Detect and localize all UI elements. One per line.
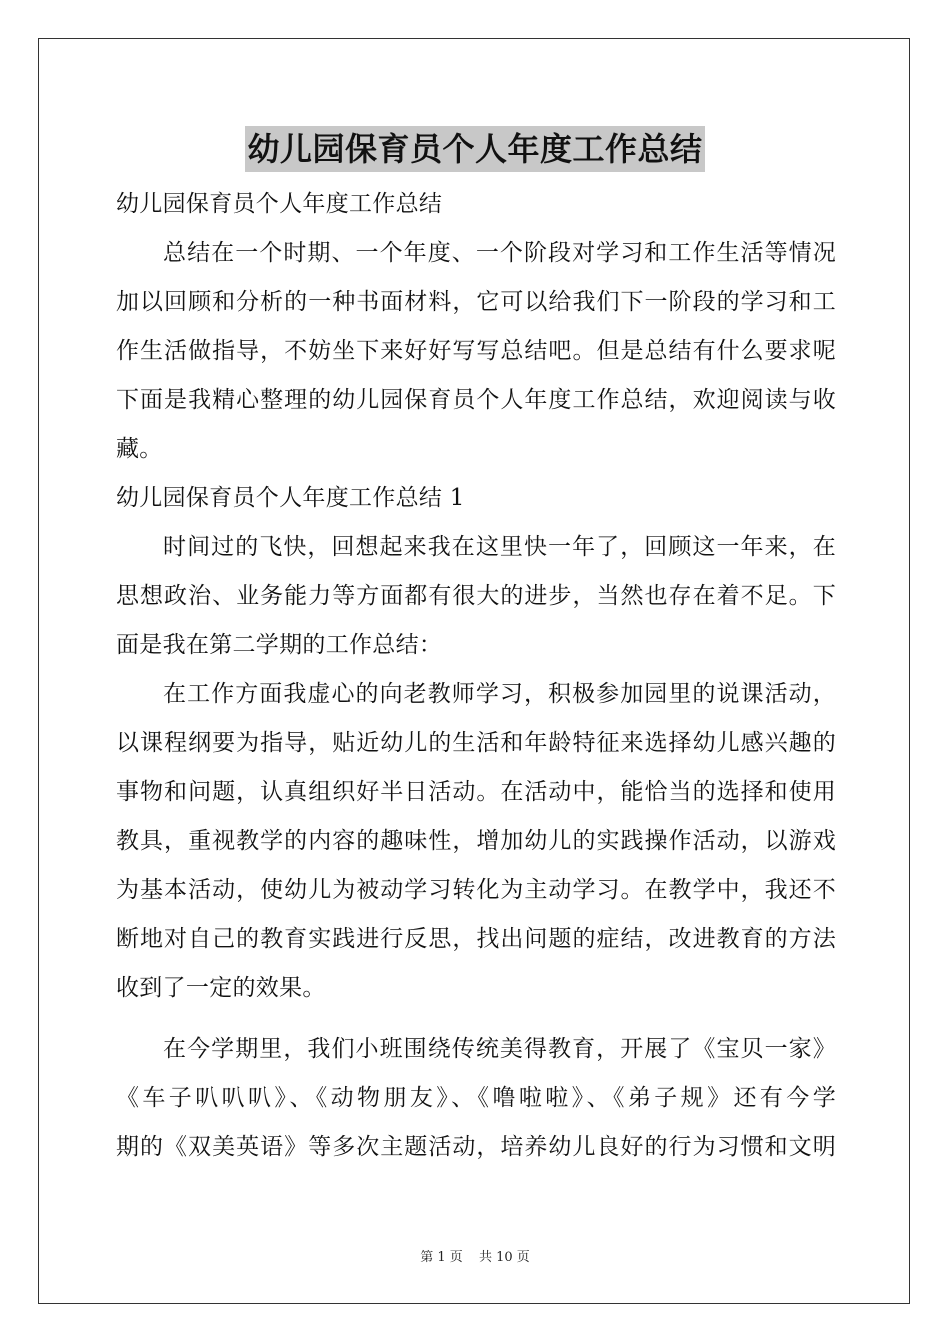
text-line: 时间过的飞快，回想起来我在这里快一年了，回顾这一年来，在 <box>163 534 836 560</box>
text-line: 作生活做指导，不妨坐下来好好写写总结吧。但是总结有什么要求呢 <box>116 338 836 364</box>
text-line: 加以回顾和分析的一种书面材料，它可以给我们下一阶段的学习和工 <box>116 289 836 315</box>
text-line: 总结在一个时期、一个年度、一个阶段对学习和工作生活等情况 <box>163 240 836 266</box>
page-footer <box>0 1246 950 1265</box>
text-line: 下面是我精心整理的幼儿园保育员个人年度工作总结，欢迎阅读与收 <box>116 387 836 413</box>
text-line: 以课程纲要为指导，贴近幼儿的生活和年龄特征来选择幼儿感兴趣的 <box>116 730 836 756</box>
document-body <box>116 180 836 1172</box>
text-line: 在工作方面我虚心的向老教师学习，积极参加园里的说课活动， <box>163 681 836 707</box>
text-line: 断地对自己的教育实践进行反思，找出问题的症结，改进教育的方法 <box>116 926 836 952</box>
page-number-current: 第 1 页 <box>420 1250 463 1265</box>
text-line: 藏。 <box>116 436 163 462</box>
text-line: 事物和问题，认真组织好半日活动。在活动中，能恰当的选择和使用 <box>116 779 836 805</box>
text-line: 在今学期里，我们小班围绕传统美得教育，开展了《宝贝一家》 <box>163 1036 836 1062</box>
text-line: 期的《双美英语》等多次主题活动，培养幼儿良好的行为习惯和文明 <box>116 1134 836 1160</box>
text-line: 为基本活动，使幼儿为被动学习转化为主动学习。在教学中，我还不 <box>116 877 836 903</box>
document-title: 幼儿园保育员个人年度工作总结 <box>245 126 704 172</box>
page-number-total: 共 10 页 <box>478 1250 530 1265</box>
text-line: 面是我在第二学期的工作总结： <box>116 632 443 658</box>
text-line: 收到了一定的效果。 <box>116 975 326 1001</box>
text-line: 《车子叭叭叭》、《动物朋友》、《噜啦啦》、《弟子规》还有今学 <box>116 1085 836 1111</box>
title-container <box>0 126 950 172</box>
text-line: 思想政治、业务能力等方面都有很大的进步，当然也存在着不足。下 <box>116 583 836 609</box>
text-line: 幼儿园保育员个人年度工作总结 1 <box>116 485 465 511</box>
text-line: 幼儿园保育员个人年度工作总结 <box>116 191 443 217</box>
text-line: 教具，重视教学的内容的趣味性，增加幼儿的实践操作活动，以游戏 <box>116 828 836 854</box>
paragraph-gap <box>116 1013 836 1025</box>
